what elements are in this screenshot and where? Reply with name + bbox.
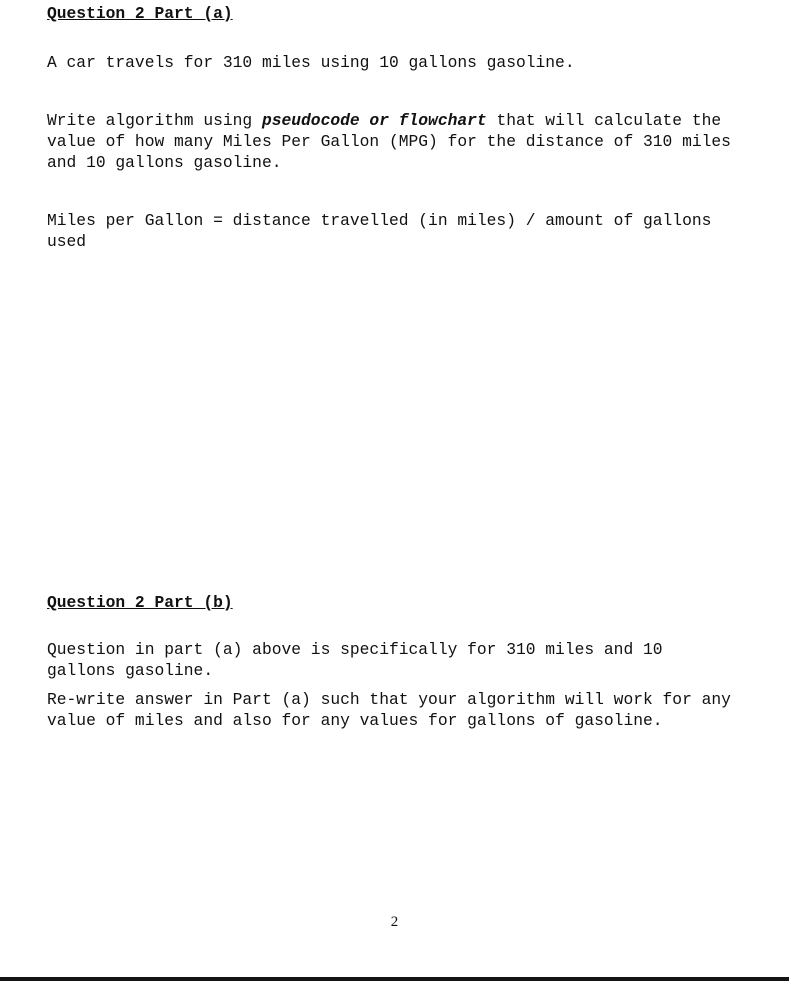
task-text-pre: Write algorithm using [47,111,262,130]
part-a-intro: A car travels for 310 miles using 10 gallons gasoline. [47,53,575,72]
page-number: 2 [390,914,399,930]
part-b-line2: gallons gasoline. [47,661,214,680]
part-a-task-line3: and 10 gallons gasoline. [47,153,282,172]
task-emphasis: pseudocode or flowchart [261,111,487,130]
part-b-line4: value of miles and also for any values for gallons of gasoline. [47,711,663,730]
part-a-task-line2: value of how many Miles Per Gallon (MPG) for the distance of 310 miles [47,132,731,151]
formula-line1: Miles per Gallon = distance travelled (in miles) / amount of gallons [47,211,712,230]
part-b-line1: Question in part (a) above is specifically for 310 miles and 10 [47,640,663,659]
formula-line2: used [47,232,87,251]
part-a-task-line1 [47,110,721,131]
part-b-line3: Re-write answer in Part (a) such that your algorithm will work for any [47,690,731,709]
task-text-post: that will calculate the [486,111,722,130]
bottom-border [0,977,789,981]
part-b-heading: Question 2 Part (b) [47,593,233,612]
part-a-heading: Question 2 Part (a) [47,4,233,23]
